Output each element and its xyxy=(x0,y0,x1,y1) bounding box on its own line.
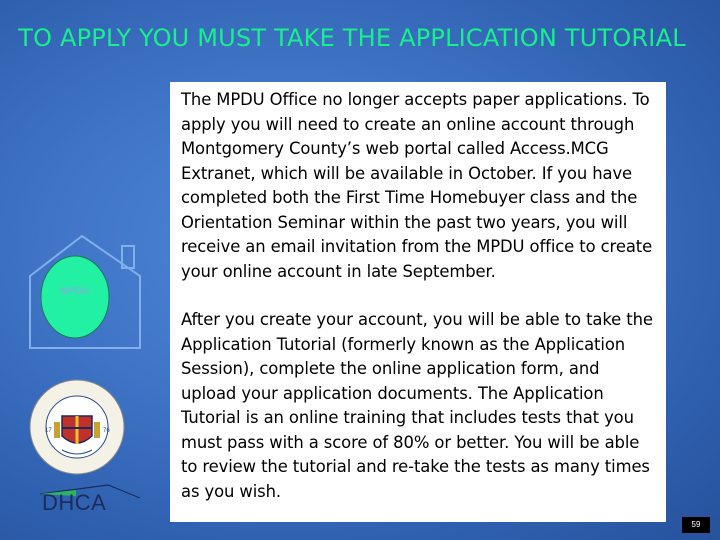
paragraph-2: After you create your account, you will be able to take the Application Tutorial (formerly known as the Application Session), complete the online application form, and upload your application documents. The Application Tutorial is an online training that includes tests that you must pass with a score of 80% or better. You will be able to review the tutorial and re-take the tests as many times as you wish. xyxy=(181,310,653,501)
content-box xyxy=(170,82,666,522)
seal-year-left: 17 xyxy=(45,428,52,434)
dhca-logo-text: DHCA xyxy=(42,490,107,515)
slide-title: TO APPLY YOU MUST TAKE THE APPLICATION TUTORIAL xyxy=(18,24,686,52)
paragraph-1: The MPDU Office no longer accepts paper applications. To apply you will need to create an online account through Montgomery County’s web portal called Access.MCG Extranet, which will be available in October. If you have completed both the First Time Homebuyer class and the Orientation Seminar within the past two years, you will receive an email invitation from the MPDU office to create your online account in late September. xyxy=(181,90,653,281)
house-label: MPDU xyxy=(60,286,90,297)
seal-year-right: 76 xyxy=(103,428,110,434)
page-number: 59 xyxy=(682,517,710,533)
county-seal-icon xyxy=(28,378,126,476)
